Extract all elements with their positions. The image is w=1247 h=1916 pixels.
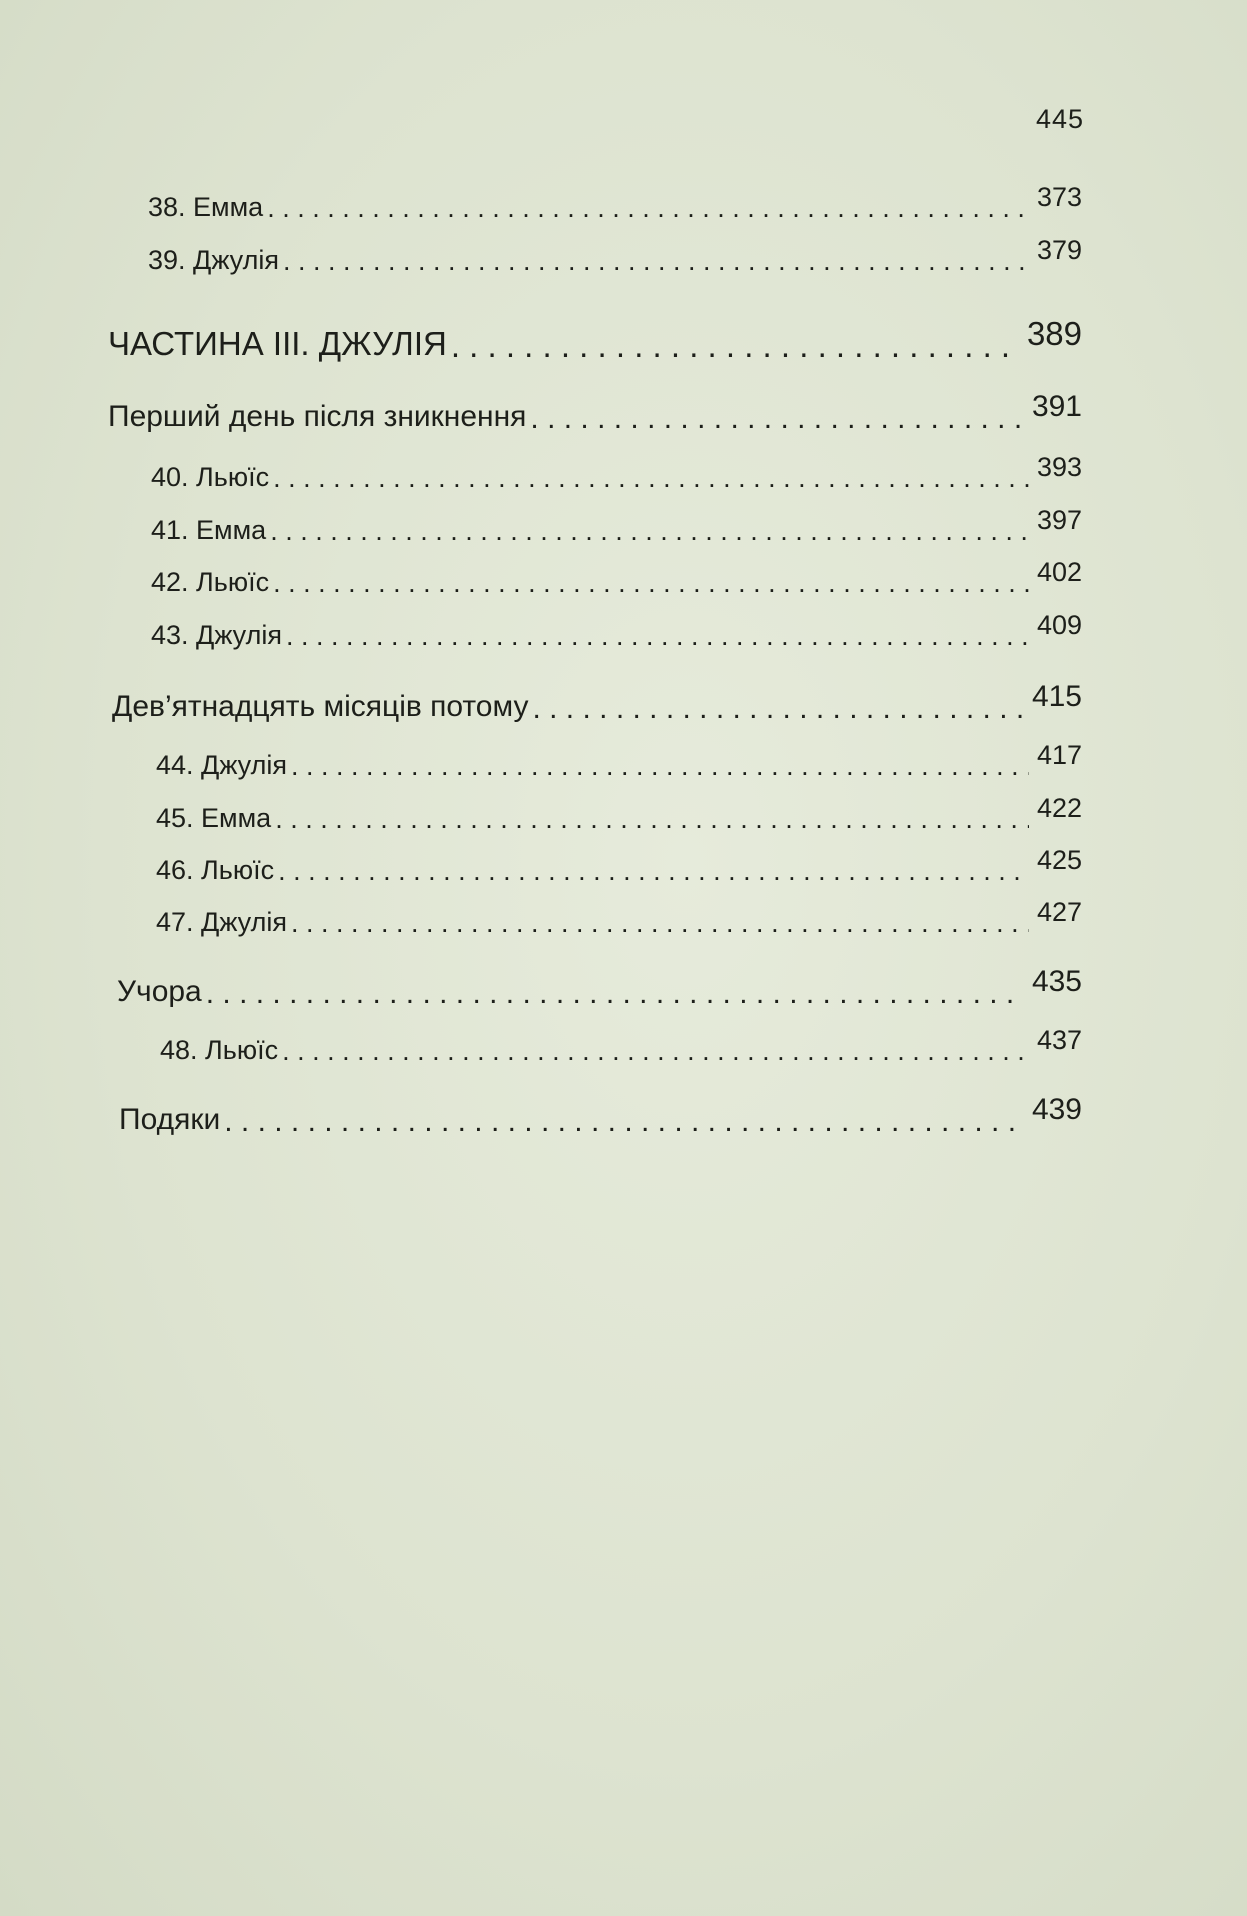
toc-entry-label: 47. Джулія [156, 907, 287, 937]
toc-entry-page: 422 [1036, 793, 1082, 823]
toc-entry [156, 740, 1082, 781]
toc-entry [151, 505, 1082, 546]
toc-entry-page: 389 [1026, 315, 1082, 352]
toc-entry-page: 397 [1036, 505, 1082, 535]
toc-entry-page: 402 [1036, 557, 1082, 587]
dot-leader [282, 1037, 1029, 1067]
dot-leader [291, 909, 1029, 939]
toc-entry [160, 1025, 1082, 1066]
toc-entry-label: Перший день після зникнення [108, 400, 527, 433]
page-number: 445 [1035, 104, 1084, 134]
toc-entry-label: 38. Емма [148, 192, 264, 222]
toc-entry-label: 44. Джулія [156, 750, 287, 780]
toc-entry [156, 845, 1082, 886]
toc-entry-page: 427 [1036, 897, 1082, 927]
toc-entry [156, 897, 1082, 938]
toc-entry [148, 235, 1082, 276]
toc-entry [156, 793, 1082, 834]
toc-entry-page: 415 [1031, 680, 1082, 713]
toc-section-heading [112, 680, 1082, 724]
dot-leader [267, 194, 1029, 224]
toc-entry-label: ЧАСТИНА III. ДЖУЛІЯ [108, 325, 447, 362]
toc-entry-label: 46. Льюїс [156, 855, 275, 885]
toc-section-heading [108, 390, 1082, 434]
toc-entry [148, 182, 1082, 223]
toc-entry-label: 39. Джулія [148, 245, 279, 275]
dot-leader [224, 1105, 1024, 1138]
toc-section-heading [117, 965, 1082, 1009]
toc-entry-page: 417 [1036, 740, 1082, 770]
dot-leader [286, 622, 1029, 652]
toc-entry-label: Дев’ятнадцять місяців потому [112, 690, 529, 723]
toc-entry-page: 391 [1031, 390, 1082, 423]
toc-entry-page: 409 [1036, 610, 1082, 640]
toc-entry-label: 42. Льюїс [151, 567, 270, 597]
toc-entry [151, 452, 1082, 493]
toc-entry-page: 425 [1036, 845, 1082, 875]
dot-leader [283, 247, 1029, 277]
dot-leader [291, 752, 1029, 782]
dot-leader [273, 569, 1029, 599]
toc-entry-page: 393 [1036, 452, 1082, 482]
toc-entry-label: 41. Емма [151, 515, 267, 545]
toc-entry-page: 439 [1031, 1093, 1082, 1126]
toc-entry-page: 435 [1031, 965, 1082, 998]
dot-leader [451, 328, 1019, 364]
toc-entry-label: Учора [117, 975, 202, 1008]
toc-entry [151, 557, 1082, 598]
dot-leader [278, 857, 1029, 887]
toc-entry-page: 379 [1036, 235, 1082, 265]
dot-leader [530, 402, 1024, 435]
dot-leader [270, 517, 1029, 547]
dot-leader [275, 805, 1029, 835]
toc-entry-label: 43. Джулія [151, 620, 282, 650]
toc-entry-page: 437 [1036, 1025, 1082, 1055]
toc-entry [151, 610, 1082, 651]
toc-section-heading [119, 1093, 1082, 1137]
toc-entry-label: Подяки [119, 1103, 221, 1136]
dot-leader [273, 464, 1029, 494]
toc-entry-label: 48. Льюїс [160, 1035, 279, 1065]
toc-entry-page: 373 [1036, 182, 1082, 212]
toc-entry-label: 40. Льюїс [151, 462, 270, 492]
dot-leader [206, 977, 1024, 1010]
dot-leader [532, 692, 1023, 725]
toc-part-heading [108, 315, 1082, 363]
toc-entry-label: 45. Емма [156, 803, 272, 833]
